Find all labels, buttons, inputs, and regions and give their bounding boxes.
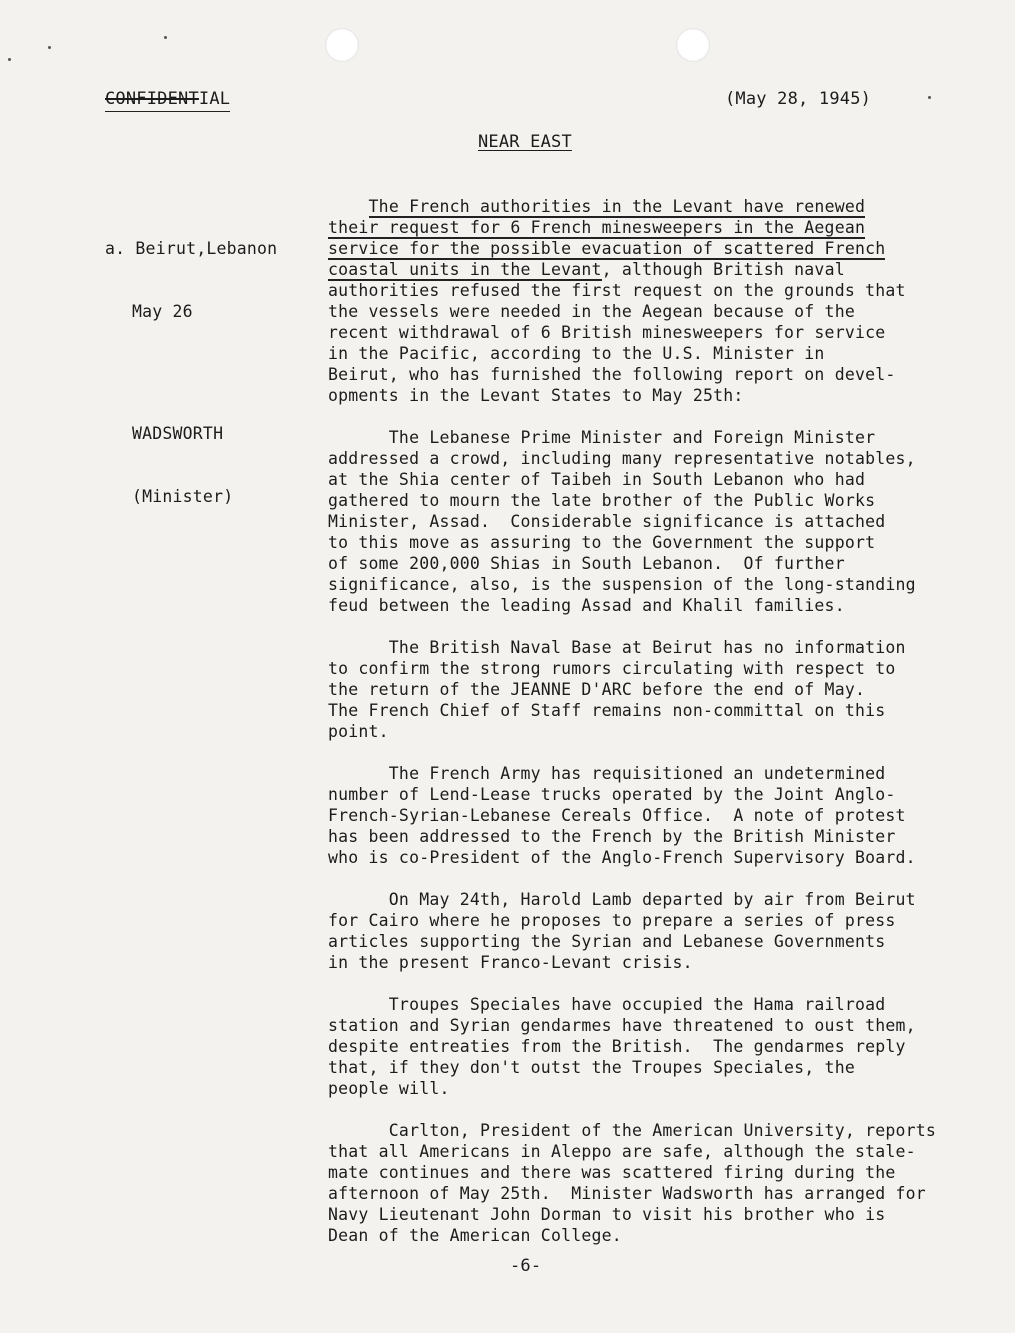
text-line: [328, 385, 968, 406]
line-text: that all Americans in Aleppo are safe, although the stale-: [328, 1142, 916, 1161]
text-line: [328, 1183, 968, 1204]
text-line: [328, 1141, 968, 1162]
text-line: [328, 931, 968, 952]
text-line: [328, 490, 968, 511]
line-text: gathered to mourn the late brother of the Public Works: [328, 491, 876, 510]
scan-speck: [928, 96, 931, 99]
classification-label: [105, 89, 230, 112]
paragraph: [328, 763, 968, 868]
report-location: Beirut,Lebanon: [135, 239, 278, 258]
line-text: opments in the Levant States to May 25th:: [328, 386, 744, 405]
paragraph: [328, 994, 968, 1099]
source-title: (Minister): [132, 487, 234, 506]
paragraph: [328, 1120, 968, 1246]
line-text: Minister, Assad. Considerable significance is attached: [328, 512, 886, 531]
classification-rest: IAL: [198, 89, 231, 109]
text-line: [328, 1015, 968, 1036]
line-text: station and Syrian gendarmes have threatened to oust them,: [328, 1016, 916, 1035]
source-name: WADSWORTH: [132, 424, 224, 443]
text-line: [328, 1036, 968, 1057]
punch-hole-right: [676, 28, 710, 62]
text-line: [328, 994, 968, 1015]
sidebar-location-row: [105, 238, 277, 259]
line-text: Navy Lieutenant John Dorman to visit his brother who is: [328, 1205, 886, 1224]
line-text: The British Naval Base at Beirut has no information: [328, 638, 906, 657]
line-text: The French Chief of Staff remains non-committal on this: [328, 701, 886, 720]
paragraph: [328, 196, 968, 406]
text-line: [328, 343, 968, 364]
line-text: to this move as assuring to the Government the support: [328, 533, 876, 552]
text-line: [328, 637, 968, 658]
line-text: afternoon of May 25th. Minister Wadsworth has arranged for: [328, 1184, 926, 1203]
text-line: [328, 301, 968, 322]
line-text: feud between the leading Assad and Khalil families.: [328, 596, 845, 615]
text-line: [328, 1225, 968, 1246]
scan-speck: [8, 58, 11, 61]
line-text: at the Shia center of Taibeh in South Lebanon who had: [328, 470, 866, 489]
text-line: [328, 910, 968, 931]
text-line: [328, 763, 968, 784]
line-text: number of Lend-Lease trucks operated by the Joint Anglo-: [328, 785, 896, 804]
underlined-text: service for the possible evacuation of scattered French: [328, 239, 886, 258]
line-text: has been addressed to the French by the British Minister: [328, 827, 896, 846]
line-text: point.: [328, 722, 389, 741]
text-line: [328, 1204, 968, 1225]
paragraph: [328, 889, 968, 973]
document-date: (May 28, 1945): [725, 89, 872, 109]
underlined-text: The French authorities in the Levant have renewed: [368, 197, 866, 216]
punch-hole-left: [325, 28, 359, 62]
line-text: despite entreaties from the British. The gendarmes reply: [328, 1037, 906, 1056]
text-line: [328, 952, 968, 973]
source-sidebar: [105, 196, 277, 528]
line-text: mate continues and there was scattered firing during the: [328, 1163, 896, 1182]
text-line: [328, 259, 968, 280]
text-line: [328, 805, 968, 826]
text-line: [328, 1057, 968, 1078]
text-line: [328, 238, 968, 259]
line-text: On May 24th, Harold Lamb departed by air from Beirut: [328, 890, 916, 909]
report-date: May 26: [132, 302, 193, 321]
text-line: [328, 784, 968, 805]
section-title: NEAR EAST: [478, 132, 572, 152]
text-line: [328, 1120, 968, 1141]
text-line: [328, 448, 968, 469]
report-body: [328, 196, 968, 1267]
underlined-text: coastal units in the Levant: [328, 260, 602, 279]
text-line: [328, 679, 968, 700]
line-text: , although British naval: [601, 260, 845, 279]
page-number: -6-: [510, 1256, 542, 1276]
text-line: [328, 721, 968, 742]
underlined-text: their request for 6 French minesweepers in the Aegean: [328, 218, 866, 237]
text-line: [328, 595, 968, 616]
text-line: [328, 553, 968, 574]
classification-struck: CONFIDENT: [105, 89, 199, 109]
text-line: [328, 280, 968, 301]
line-text: in the Pacific, according to the U.S. Minister in: [328, 344, 825, 363]
scan-speck: [164, 36, 167, 39]
line-text: the vessels were needed in the Aegean because of the: [328, 302, 855, 321]
line-text: Beirut, who has furnished the following report on devel-: [328, 365, 896, 384]
line-text: addressed a crowd, including many representative notables,: [328, 449, 916, 468]
line-text: The Lebanese Prime Minister and Foreign Minister: [328, 428, 876, 447]
text-line: [328, 322, 968, 343]
line-text: recent withdrawal of 6 British minesweepers for service: [328, 323, 886, 342]
line-text: in the present Franco-Levant crisis.: [328, 953, 693, 972]
text-line: [328, 1162, 968, 1183]
line-text: the return of the JEANNE D'ARC before the end of May.: [328, 680, 866, 699]
line-text: Troupes Speciales have occupied the Hama railroad: [328, 995, 886, 1014]
paragraph: [328, 427, 968, 616]
line-text: that, if they don't outst the Troupes Speciales, the: [328, 1058, 855, 1077]
text-line: [328, 427, 968, 448]
scan-speck: [48, 46, 51, 49]
text-line: [328, 196, 968, 217]
text-line: [328, 658, 968, 679]
text-line: [328, 511, 968, 532]
text-line: [328, 700, 968, 721]
text-line: [328, 574, 968, 595]
paragraph: [328, 637, 968, 742]
line-text: to confirm the strong rumors circulating with respect to: [328, 659, 896, 678]
line-text: Carlton, President of the American University, reports: [328, 1121, 937, 1140]
line-text: The French Army has requisitioned an undetermined: [328, 764, 886, 783]
line-text: Dean of the American College.: [328, 1226, 622, 1245]
text-line: [328, 364, 968, 385]
item-marker: a.: [105, 239, 126, 258]
line-text: French-Syrian-Lebanese Cereals Office. A note of protest: [328, 806, 906, 825]
line-text: articles supporting the Syrian and Lebanese Governments: [328, 932, 886, 951]
line-text: of some 200,000 Shias in South Lebanon. Of further: [328, 554, 845, 573]
line-text: people will.: [328, 1079, 450, 1098]
text-line: [328, 1078, 968, 1099]
text-line: [328, 889, 968, 910]
text-line: [328, 469, 968, 490]
line-text: authorities refused the first request on the grounds that: [328, 281, 906, 300]
text-line: [328, 532, 968, 553]
line-text: who is co-President of the Anglo-French Supervisory Board.: [328, 848, 916, 867]
line-text: for Cairo where he proposes to prepare a series of press: [328, 911, 896, 930]
text-line: [328, 826, 968, 847]
line-text: significance, also, is the suspension of the long-standing: [328, 575, 916, 594]
text-line: [328, 217, 968, 238]
text-line: [328, 847, 968, 868]
